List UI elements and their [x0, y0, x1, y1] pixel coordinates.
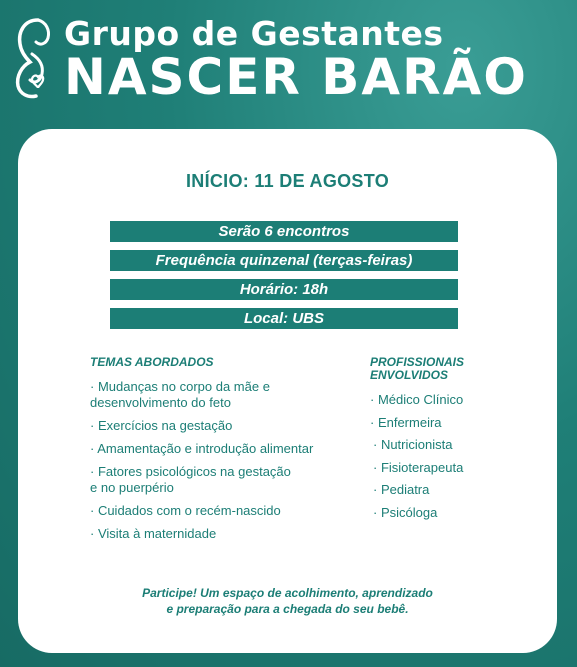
list-item: · Enfermeira — [370, 414, 442, 430]
info-bar-time: Horário: 18h — [110, 279, 458, 300]
list-item: · Médico Clínico — [370, 392, 464, 407]
topic-line: e no puerpério — [90, 480, 174, 495]
list-item: · Psicóloga — [373, 504, 438, 520]
start-date: INÍCIO: 11 DE AGOSTO — [185, 171, 390, 191]
pregnant-woman-logo-icon — [8, 14, 54, 102]
topic-line: · Visita à maternidade — [90, 526, 217, 541]
info-bar-location: Local: UBS — [110, 308, 458, 329]
topic-line: · Amamentação e introdução alimentar — [90, 441, 314, 456]
footer-message — [18, 585, 557, 617]
info-bars — [110, 221, 458, 337]
list-item — [90, 464, 360, 496]
professionals-list — [370, 392, 520, 521]
list-item — [90, 418, 360, 434]
topic-line: · Exercícios na gestação — [90, 418, 233, 433]
list-item: · Pediatra — [373, 482, 430, 497]
professionals-title-line: PROFISSIONAIS — [370, 355, 465, 369]
group-subtitle: Grupo de Gestantes — [64, 14, 444, 53]
group-title: NASCER BARÃO — [64, 48, 528, 106]
topics-section — [90, 356, 360, 549]
info-card — [18, 129, 557, 653]
topic-line: · Mudanças no corpo da mãe e — [90, 379, 270, 394]
topic-line: desenvolvimento do feto — [90, 395, 231, 410]
list-item — [90, 441, 360, 457]
info-bar-frequency: Frequência quinzenal (terças-feiras) — [110, 250, 458, 271]
topic-line: · Cuidados com o recém-nascido — [90, 503, 281, 518]
list-item — [90, 379, 360, 411]
header — [0, 0, 577, 120]
topics-title: TEMAS ABORDADOS — [90, 355, 214, 369]
list-item — [90, 503, 360, 519]
professionals-title — [370, 356, 520, 382]
info-bar-meetings: Serão 6 encontros — [110, 221, 458, 242]
topics-list — [90, 379, 360, 542]
list-item: · Nutricionista — [373, 437, 453, 452]
professionals-title-line: ENVOLVIDOS — [370, 368, 449, 382]
list-item: · Fisioterapeuta — [373, 459, 464, 475]
topic-line: · Fatores psicológicos na gestação — [90, 464, 291, 479]
list-item — [90, 526, 360, 542]
footer-line: e preparação para a chegada do seu bebê. — [166, 602, 409, 616]
footer-line: Participe! Um espaço de acolhimento, aprendizado — [142, 586, 433, 600]
professionals-section — [370, 356, 520, 527]
